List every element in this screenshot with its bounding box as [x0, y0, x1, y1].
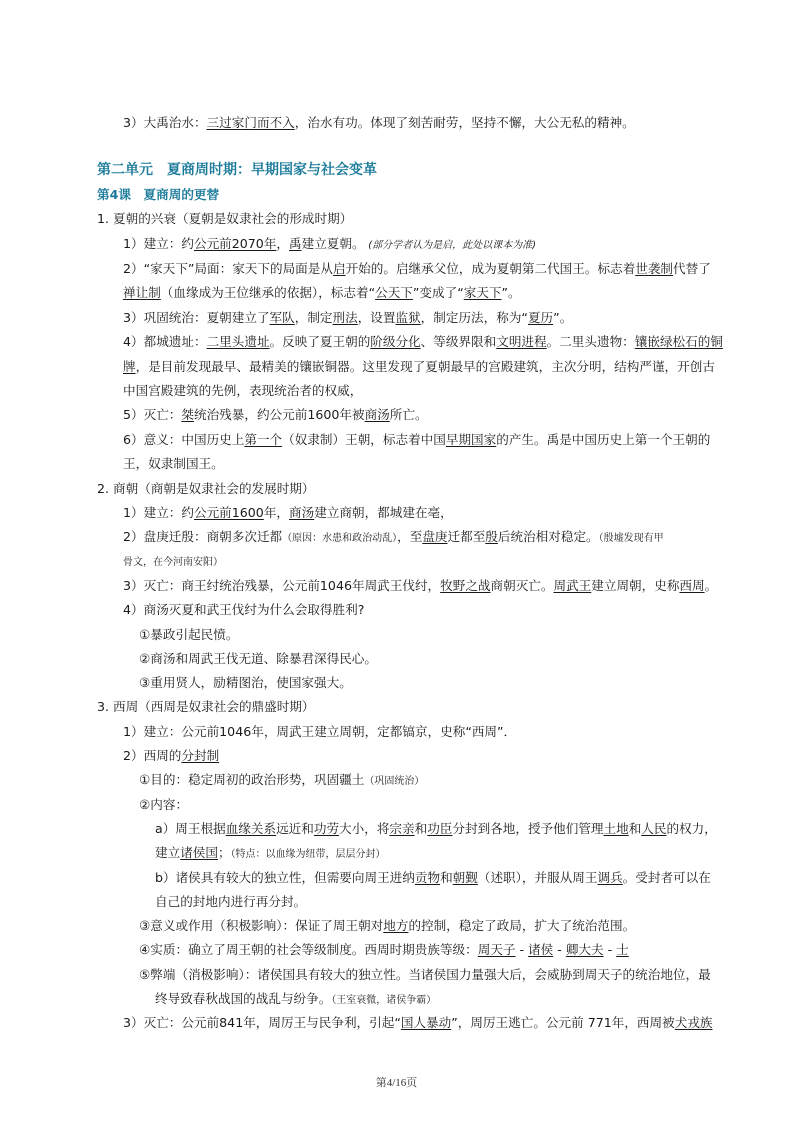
text-segment: （奴隶制）王朝，标志着中国 [282, 432, 446, 447]
key-term: 土地 [603, 821, 629, 836]
key-term: 夏历 [527, 310, 554, 325]
key-term: 士 [616, 942, 629, 957]
text-segment: ，治水有功。体现了刻苦耐劳，坚持不懈，大公无私的精神。 [294, 115, 635, 130]
text-segment: 4）都城遗址： [123, 334, 207, 349]
text-segment: 3）灭亡：商王纣统治残暴，公元前1046年周武王伐纣， [123, 578, 441, 593]
text-segment: 1）建立：公元前1046年，周武王建立周朝，定都镐京，史称“西周”． [123, 724, 517, 739]
text-segment: 后统治相对稳定。 [497, 529, 599, 544]
text-segment: ①暴政引起民愤。 [139, 627, 239, 642]
text-segment: 1）建立：约 [123, 236, 194, 251]
text-line [139, 941, 753, 958]
text-segment: 建立夏朝。 [301, 236, 359, 251]
text-segment: 分封到各地，授予他们管理 [452, 821, 604, 836]
text-segment: ②商汤和周武王伐无道、除暴君深得民心。 [139, 651, 377, 666]
text-segment: 的产生。禹是中国历史上第一个王朝的 [496, 432, 711, 447]
key-term: 贡物 [414, 870, 441, 885]
text-line [123, 504, 753, 521]
key-term: 第一个 [244, 432, 283, 447]
text-line [155, 893, 753, 910]
text-line [123, 309, 753, 326]
key-term: 早期国家 [445, 432, 497, 447]
key-term: 禹 [289, 236, 302, 251]
text-segment: 统治残暴，约公元前1600年被 [193, 407, 365, 422]
text-segment: ⑤弊端（消极影响）：诸侯国具有较大的独立性。当诸侯国力量强大后，会威胁到周天子的统治地位，最 [139, 967, 711, 982]
key-term: 镶嵌绿松石的铜 [634, 334, 723, 349]
text-line [155, 869, 753, 886]
text-segment: ④实质：确立了周王朝的社会等级制度。西周时期贵族等级： [139, 942, 478, 957]
key-term: 殷 [485, 529, 498, 544]
text-segment: ，制定 [294, 310, 333, 325]
key-term: 西周 [679, 578, 705, 593]
text-segment: 代替了 [673, 261, 711, 276]
text-line [139, 917, 753, 934]
key-term: 分封制 [181, 748, 220, 763]
text-segment: 年， [263, 505, 290, 520]
key-term: 卿大夫 [565, 942, 604, 957]
key-term: 军队 [269, 310, 295, 325]
text-segment: b）诸侯具有较大的独立性，但需要向周王进纳 [155, 870, 415, 885]
key-term: 二里头遗址 [206, 334, 270, 349]
key-term: 地方 [383, 918, 409, 933]
key-term: 诸侯国 [180, 845, 218, 860]
text-line [139, 650, 753, 667]
key-term: 宗亲 [389, 821, 415, 836]
text-segment: （血缘成为王位继承的依据），标志着“ [160, 285, 376, 300]
key-term: 功臣 [427, 821, 453, 836]
text-segment: ，至 [397, 529, 423, 544]
text-segment: 。反映了夏王朝的 [269, 334, 371, 349]
text-segment: （述职），并服从周王 [477, 870, 598, 885]
key-term: 公元前1600 [193, 505, 264, 520]
key-term: 三过家门而不入 [206, 115, 295, 130]
text-segment: 1）建立：约 [123, 505, 194, 520]
text-segment: 3）大禹治水： [123, 115, 207, 130]
text-segment: 建立周朝，史称 [591, 578, 680, 593]
text-line [155, 990, 753, 1009]
text-segment: 2）西周的 [123, 748, 182, 763]
text-line [123, 406, 753, 423]
text-line [123, 528, 753, 547]
text-segment: - [515, 942, 529, 957]
unit-heading [97, 162, 753, 179]
key-term: 公天下 [375, 285, 413, 300]
text-segment: 3）巩固统治：夏朝建立了 [123, 310, 270, 325]
key-term: 启 [332, 261, 346, 276]
text-line [97, 210, 753, 227]
text-segment: 建立商朝，都城建在亳， [314, 505, 453, 520]
text-line [123, 747, 753, 764]
text-segment: 自己的封地内进行再分封。 [155, 894, 307, 909]
text-segment: 。 [704, 578, 718, 593]
text-line [155, 844, 753, 863]
text-segment: 和 [414, 821, 428, 836]
key-term: 桀 [181, 407, 194, 422]
text-line [123, 114, 753, 131]
key-term: 牌 [123, 359, 136, 374]
text-segment: 和 [628, 821, 642, 836]
text-segment: ②内容： [139, 797, 189, 812]
key-term: 调兵 [597, 870, 623, 885]
text-line [139, 966, 753, 983]
text-line [139, 771, 753, 790]
text-line [123, 455, 753, 472]
text-segment: 的控制，稳定了政局，扩大了统治范围。 [408, 918, 636, 933]
text-segment: 3. 西周（西周是奴隶社会的鼎盛时期） [97, 699, 315, 714]
lesson-heading [97, 186, 753, 203]
text-line [123, 431, 753, 448]
text-line [123, 358, 753, 375]
key-term: 牧野之战 [440, 578, 491, 593]
text-segment: 、等级界限和 [420, 334, 497, 349]
side-note: (部分学者认为是启，此处以课本为准) [358, 240, 537, 251]
text-segment: 2）“家天下”局面：家天下的局面是从 [123, 261, 333, 276]
key-term: 文明进程 [496, 334, 547, 349]
text-segment: 第二单元 夏商周时期：早期国家与社会变革 [97, 162, 377, 178]
text-line [123, 333, 753, 350]
text-segment: 开始的。启继承父位，成为夏朝第二代国王。标志着 [345, 261, 636, 276]
annotation: （巩固统治） [364, 776, 425, 787]
text-segment: 1. 夏朝的兴衰（夏朝是奴隶社会的形成时期） [97, 211, 353, 226]
text-segment: ，是目前发现最早、最精美的镶嵌铜器。这里发现了夏朝最早的宫殿建筑，主次分明，结构严谨，开创古 [135, 359, 715, 374]
text-segment: ，设置 [357, 310, 396, 325]
text-segment: 和 [440, 870, 453, 885]
key-term: 刑法 [332, 310, 358, 325]
key-term: 犬戎族 [674, 1015, 713, 1030]
key-term: 血缘关系 [225, 821, 277, 836]
key-term: 商汤 [289, 505, 315, 520]
annotation: （殷墟发现有甲 [598, 533, 664, 544]
key-term: 世袭制 [635, 261, 673, 276]
text-segment: 王，奴隶制国王。 [123, 456, 224, 471]
text-segment: ”。 [501, 285, 521, 300]
text-line [123, 284, 753, 301]
key-term: 周天子 [477, 942, 516, 957]
text-segment: 大小，将 [339, 821, 390, 836]
text-segment: 2）盘庚迁殷：商朝多次迁都 [123, 529, 283, 544]
text-line [139, 626, 753, 643]
key-term: 周武王 [553, 578, 592, 593]
text-segment: 建立 [155, 845, 181, 860]
text-segment: - [553, 942, 566, 957]
page-footer: 第4/16页 [375, 1077, 418, 1089]
text-segment: ③意义或作用（积极影响）：保证了周王朝对 [139, 918, 384, 933]
text-line [97, 698, 753, 715]
text-line [123, 601, 753, 618]
text-line [139, 796, 753, 813]
text-line [123, 552, 753, 571]
text-segment: - [603, 942, 617, 957]
annotation: 骨文，在今河南安阳） [123, 557, 223, 568]
text-segment: 5）灭亡： [123, 407, 182, 422]
text-segment: 商朝灭亡。 [490, 578, 554, 593]
key-term: 监狱 [395, 310, 421, 325]
text-line [139, 674, 753, 691]
text-segment: 远近和 [276, 821, 314, 836]
annotation: （王室衰微，诸侯争霸） [331, 995, 437, 1006]
text-segment: ； [217, 845, 231, 860]
text-segment: 的权力， [666, 821, 717, 836]
text-segment: ③重用贤人，励精图治，使国家强大。 [139, 675, 352, 690]
text-segment: 。受封者可以在 [622, 870, 711, 885]
text-segment: ①目的：稳定周初的政治形势，巩固疆土 [139, 772, 365, 787]
text-segment: 4）商汤灭夏和武王伐纣为什么会取得胜利? [123, 602, 365, 617]
key-term: 商汤 [364, 407, 390, 422]
text-segment: ”，周厉王逃亡。公元前 771年，西周被 [451, 1015, 675, 1030]
text-segment: 6）意义：中国历史上 [123, 432, 245, 447]
text-segment: 中国宫殿建筑的先例，表现统治者的权威， [123, 383, 363, 398]
key-term: 功劳 [313, 821, 340, 836]
key-term: 国人暴动 [400, 1015, 452, 1030]
text-segment: 第4课 夏商周的更替 [97, 187, 220, 202]
text-segment: 3）灭亡：公元前841年，周厉王与民争利，引起“ [123, 1015, 401, 1030]
text-line [123, 235, 753, 254]
text-segment: 2. 商朝（商朝是奴隶社会的发展时期） [97, 481, 315, 496]
text-segment: ，制定历法，称为“ [420, 310, 528, 325]
text-line [155, 820, 753, 837]
key-term: 人民 [641, 821, 667, 836]
text-line [123, 382, 753, 399]
text-segment: 终导致春秋战国的战乱与纷争。 [155, 991, 332, 1006]
text-line [123, 723, 753, 740]
text-segment: ”。 [553, 310, 573, 325]
key-term: 诸侯 [528, 942, 554, 957]
text-line [123, 260, 753, 277]
text-line [123, 1014, 753, 1031]
text-segment: 。二里头遗物： [546, 334, 635, 349]
text-segment: 迁都至 [447, 529, 486, 544]
text-segment: ， [276, 236, 290, 251]
annotation: （原因：水患和政治动乱） [282, 533, 398, 544]
annotation: （特点：以血缘为纽带，层层分封） [230, 849, 386, 860]
key-term: 公元前2070年 [193, 236, 277, 251]
key-term: 家天下 [463, 285, 502, 300]
text-line [97, 480, 753, 497]
text-line [123, 577, 753, 594]
key-term: 盘庚 [422, 529, 448, 544]
key-term: 朝觐 [452, 870, 478, 885]
text-segment: ”变成了“ [412, 285, 464, 300]
key-term: 阶级分化 [370, 334, 421, 349]
key-term: 禅让制 [123, 285, 161, 300]
text-segment: a）周王根据 [155, 821, 226, 836]
text-segment: 所亡。 [389, 407, 428, 422]
